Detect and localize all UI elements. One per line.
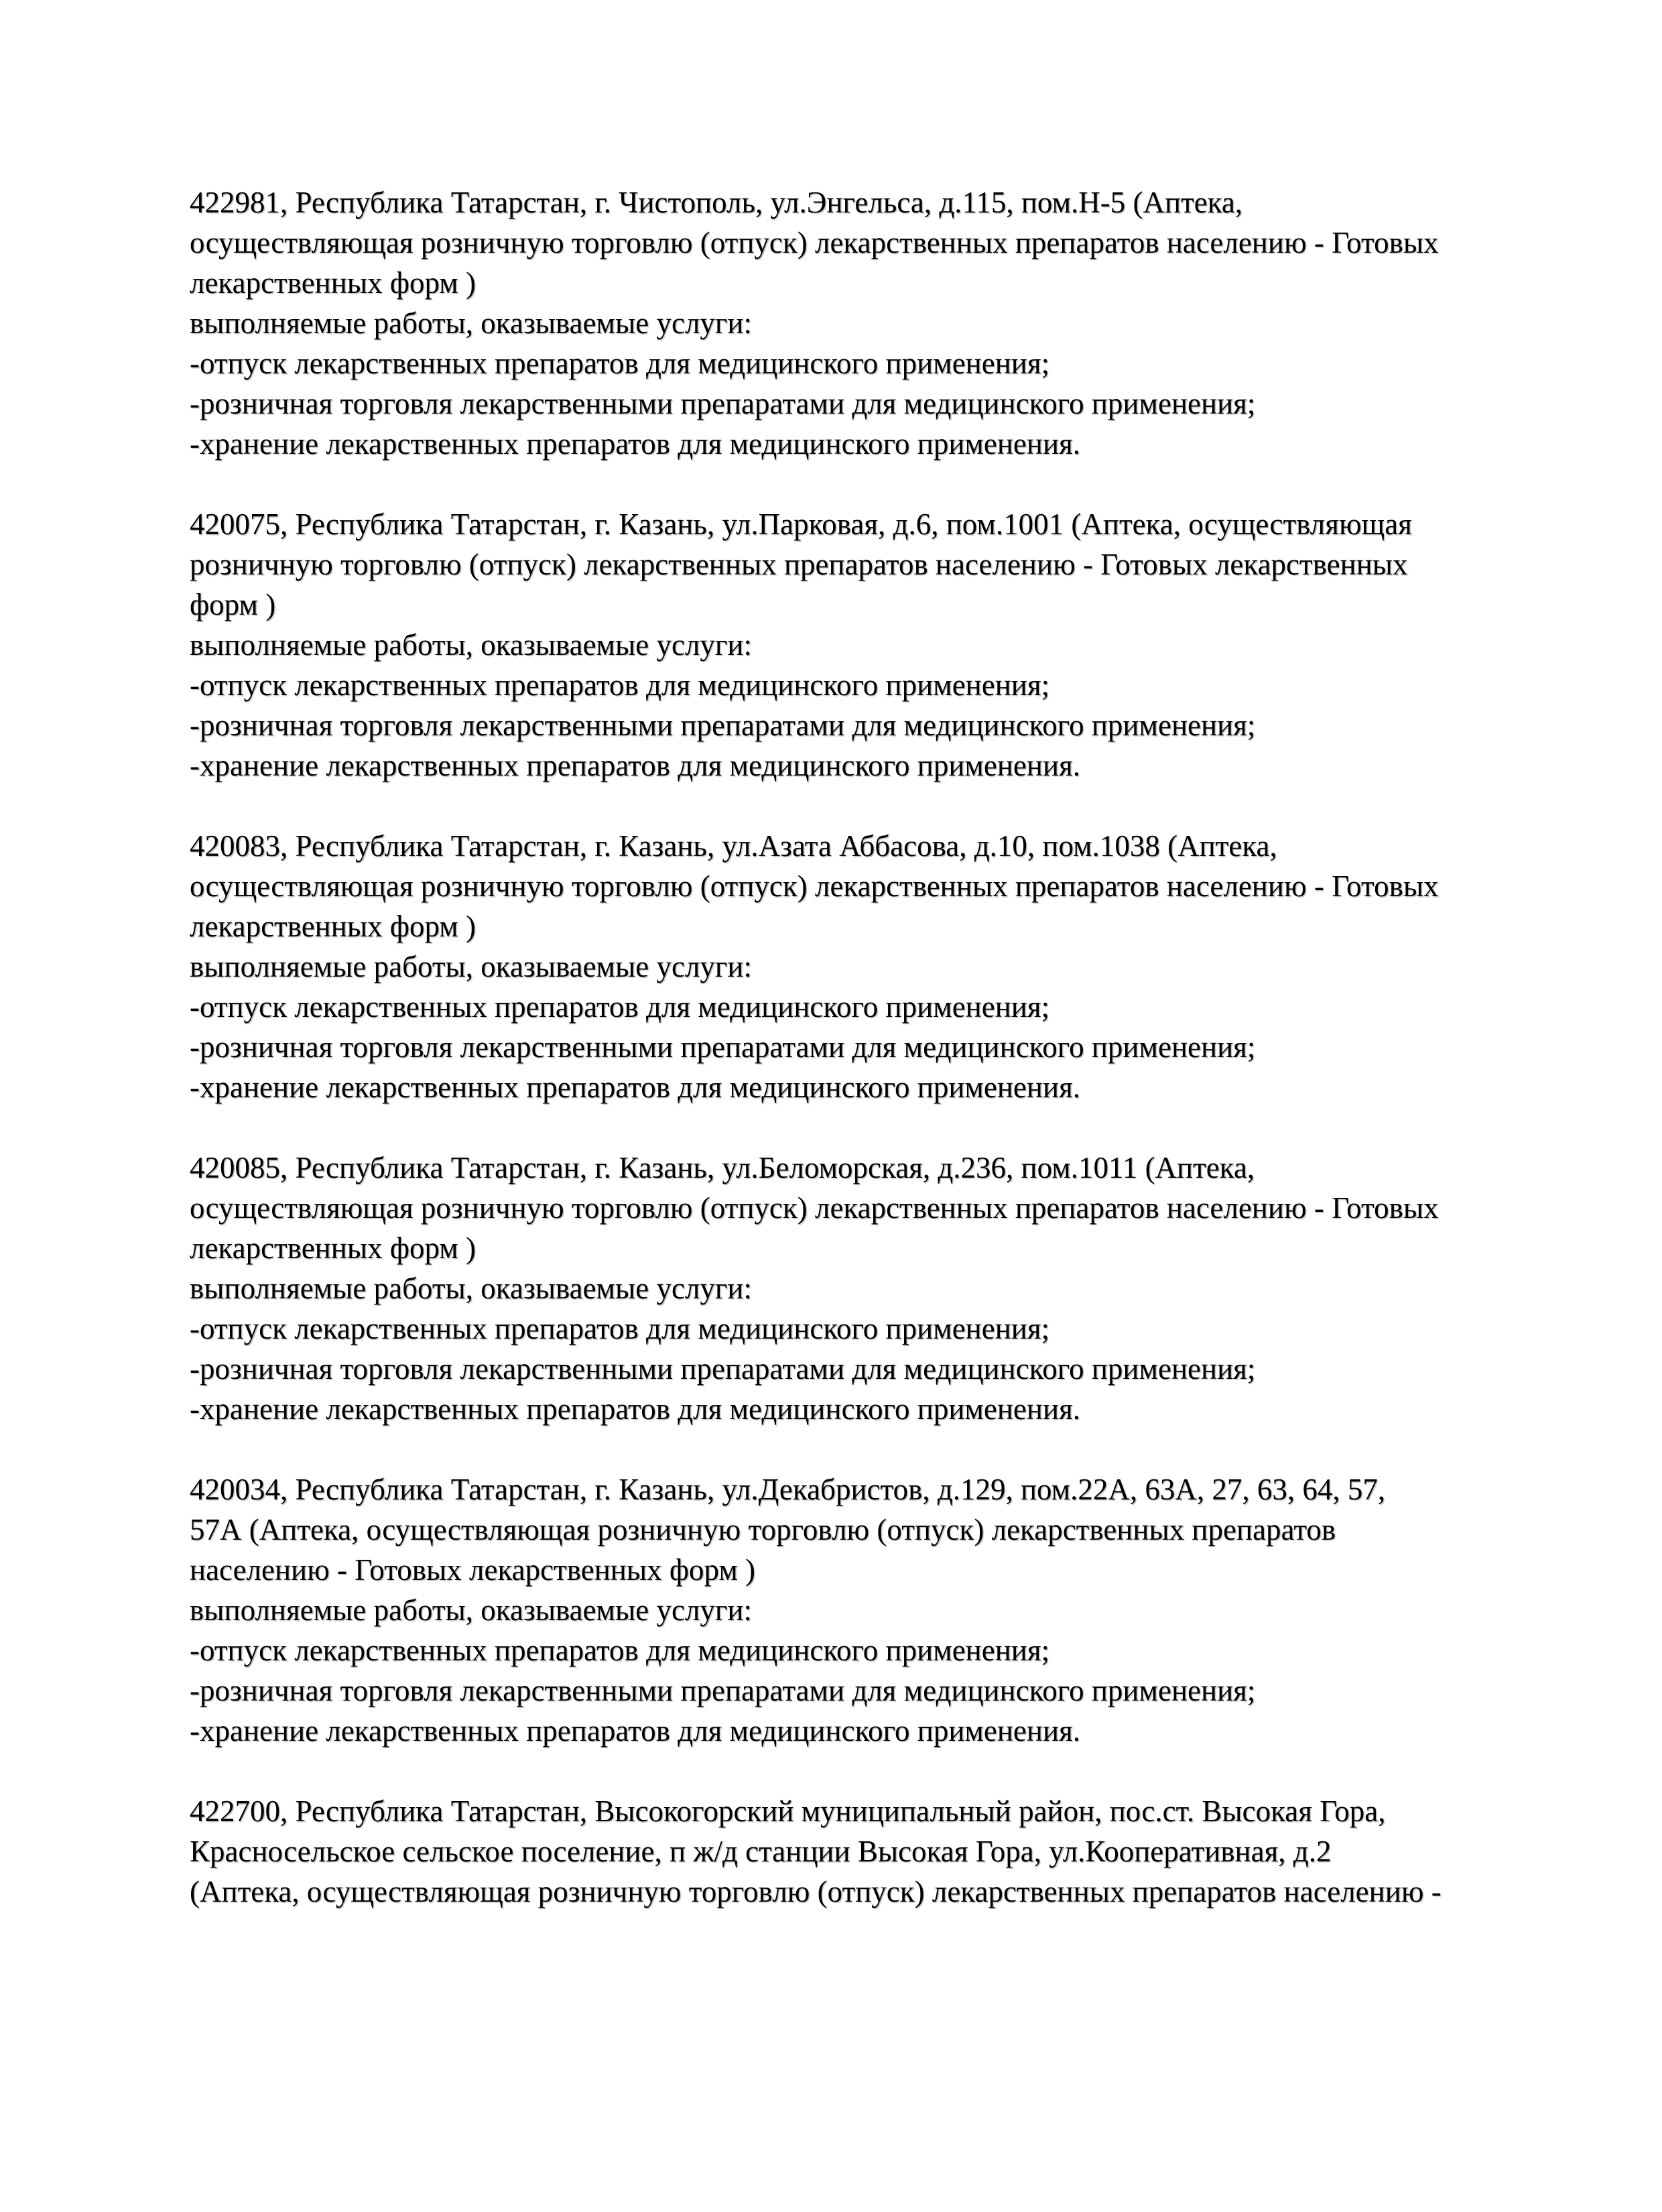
address-line: лекарственных форм ): [190, 266, 476, 300]
service-line: -хранение лекарственных препаратов для медицинского применения.: [190, 1714, 1081, 1747]
pharmacy-entry: [190, 504, 1548, 786]
service-line: выполняемые работы, оказываемые услуги:: [190, 1272, 752, 1305]
address-line: осуществляющая розничную торговлю (отпуск) лекарственных препаратов населению - Готовых: [190, 226, 1439, 259]
service-line: выполняемые работы, оказываемые услуги:: [190, 1593, 752, 1627]
service-line: выполняемые работы, оказываемые услуги:: [190, 950, 752, 983]
address-line: (Аптека, осуществляющая розничную торговлю (отпуск) лекарственных препаратов населению -: [190, 1875, 1442, 1908]
address-line: 420083, Республика Татарстан, г. Казань, ул.Азата Аббасова, д.10, пом.1038 (Аптека,: [190, 829, 1277, 863]
address-line: 422981, Республика Татарстан, г. Чистополь, ул.Энгельса, д.115, пом.Н-5 (Аптека,: [190, 186, 1243, 219]
address-line: 420085, Республика Татарстан, г. Казань, ул.Беломорская, д.236, пом.1011 (Аптека,: [190, 1151, 1255, 1184]
service-line: -отпуск лекарственных препаратов для медицинского применения;: [190, 990, 1050, 1024]
address-line: лекарственных форм ): [190, 910, 476, 943]
pharmacy-entry: [190, 1148, 1548, 1429]
address-line: розничную торговлю (отпуск) лекарственных препаратов населению - Готовых лекарственных: [190, 548, 1408, 581]
service-line: -отпуск лекарственных препаратов для медицинского применения;: [190, 347, 1050, 380]
address-line: осуществляющая розничную торговлю (отпуск) лекарственных препаратов населению - Готовых: [190, 1191, 1439, 1225]
service-line: -розничная торговля лекарственными препаратами для медицинского применения;: [190, 1030, 1256, 1064]
service-line: -хранение лекарственных препаратов для медицинского применения.: [190, 1392, 1081, 1426]
service-line: -отпуск лекарственных препаратов для медицинского применения;: [190, 1312, 1050, 1345]
address-line: 422700, Республика Татарстан, Высокогорский муниципальный район, пос.ст. Высокая Гора,: [190, 1794, 1386, 1828]
pharmacy-entry: [190, 1469, 1548, 1751]
service-line: выполняемые работы, оказываемые услуги:: [190, 628, 752, 662]
service-line: -хранение лекарственных препаратов для медицинского применения.: [190, 749, 1081, 782]
address-line: осуществляющая розничную торговлю (отпуск) лекарственных препаратов населению - Готовых: [190, 869, 1439, 903]
pharmacy-address-list: [190, 182, 1548, 1912]
service-line: -розничная торговля лекарственными препаратами для медицинского применения;: [190, 709, 1256, 742]
pharmacy-entry: [190, 182, 1548, 464]
service-line: -розничная торговля лекарственными препаратами для медицинского применения;: [190, 1352, 1256, 1386]
address-line: Красносельское сельское поселение, п ж/д станции Высокая Гора, ул.Кооперативная, д.2: [190, 1835, 1332, 1868]
service-line: -розничная торговля лекарственными препаратами для медицинского применения;: [190, 1674, 1256, 1707]
service-line: -отпуск лекарственных препаратов для медицинского применения;: [190, 1634, 1050, 1667]
service-line: выполняемые работы, оказываемые услуги:: [190, 306, 752, 340]
address-line: 420034, Республика Татарстан, г. Казань, ул.Декабристов, д.129, пом.22А, 63А, 27, 63, 64, 57,: [190, 1473, 1386, 1506]
pharmacy-entry: [190, 826, 1548, 1107]
service-line: -хранение лекарственных препаратов для медицинского применения.: [190, 427, 1081, 460]
address-line: лекарственных форм ): [190, 1231, 476, 1265]
address-line: 57А (Аптека, осуществляющая розничную торговлю (отпуск) лекарственных препаратов: [190, 1513, 1336, 1546]
address-line: населению - Готовых лекарственных форм ): [190, 1553, 756, 1587]
pharmacy-entry: [190, 1791, 1548, 1912]
address-line: форм ): [190, 588, 276, 621]
service-line: -отпуск лекарственных препаратов для медицинского применения;: [190, 668, 1050, 702]
service-line: -хранение лекарственных препаратов для медицинского применения.: [190, 1070, 1081, 1104]
service-line: -розничная торговля лекарственными препаратами для медицинского применения;: [190, 387, 1256, 420]
address-line: 420075, Республика Татарстан, г. Казань, ул.Парковая, д.6, пом.1001 (Аптека, осуществляющая: [190, 507, 1412, 541]
